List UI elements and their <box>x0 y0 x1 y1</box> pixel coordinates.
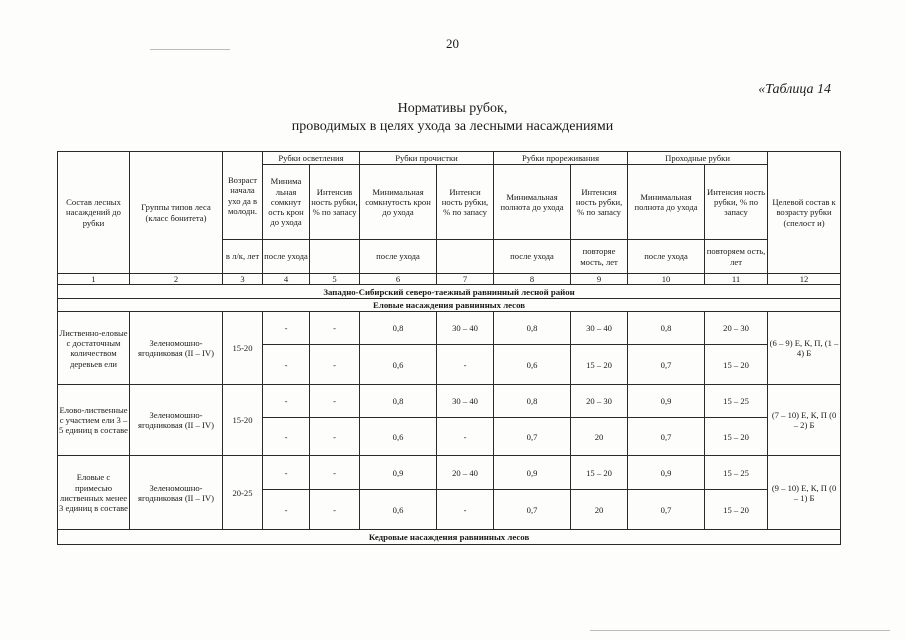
column-number: 8 <box>494 274 571 285</box>
value-cell: - <box>263 490 310 530</box>
value-cell: 0,8 <box>494 385 571 418</box>
value-cell: - <box>437 490 494 530</box>
table-label: «Таблица 14 <box>758 82 831 97</box>
value-cell: 20 – 40 <box>437 456 494 490</box>
header-group-osv: Рубки осветления <box>263 152 360 165</box>
table-row <box>58 456 841 490</box>
column-number: 5 <box>310 274 360 285</box>
column-number: 12 <box>768 274 841 285</box>
value-cell: 0,7 <box>494 490 571 530</box>
value-cell: 0,7 <box>628 345 705 385</box>
header-prorezh-int: Интенсия ность рубки, % по запасу <box>571 165 628 240</box>
spruce-heading: Еловые насаждения равнинных лесов <box>58 299 841 312</box>
value-cell: - <box>310 345 360 385</box>
value-cell: - <box>310 490 360 530</box>
age-cell: 15-20 <box>223 385 263 456</box>
table-row <box>58 385 841 418</box>
value-cell: 15 – 25 <box>705 456 768 490</box>
column-number: 9 <box>571 274 628 285</box>
value-cell: 0,6 <box>494 345 571 385</box>
header-proch-int: Интенси ность рубки, % по запасу <box>437 165 494 240</box>
unit-osv: после ухода <box>263 240 310 274</box>
value-cell: - <box>263 345 310 385</box>
value-cell: 0,9 <box>494 456 571 490</box>
unit-prorezh: после ухода <box>494 240 571 274</box>
age-cell: 20-25 <box>223 456 263 530</box>
value-cell: - <box>310 312 360 345</box>
forest-type-cell: Зеленомошно-ягодниковая (II – IV) <box>130 385 223 456</box>
value-cell: 15 – 20 <box>705 345 768 385</box>
target-cell: (7 – 10) Е, К, П (0 – 2) Б <box>768 385 841 456</box>
column-numbers-row <box>58 274 841 285</box>
table-title <box>0 100 905 136</box>
unit-prorezh-repeat: повторяе мость, лет <box>571 240 628 274</box>
value-cell: 15 – 25 <box>705 385 768 418</box>
value-cell: - <box>263 456 310 490</box>
unit-proch: после ухода <box>360 240 437 274</box>
header-composition: Состав лесных насаждений до рубки <box>58 152 130 274</box>
value-cell: 15 – 20 <box>571 345 628 385</box>
value-cell: 15 – 20 <box>571 456 628 490</box>
value-cell: 20 <box>571 418 628 456</box>
value-cell: 15 – 20 <box>705 418 768 456</box>
unit-osv-empty <box>310 240 360 274</box>
value-cell: 0,8 <box>628 312 705 345</box>
value-cell: 0,9 <box>628 385 705 418</box>
value-cell: - <box>437 418 494 456</box>
region-heading: Западно-Сибирский северо-таежный равнинный лесной район <box>58 285 841 299</box>
header-prorezh-min: Минимальная полнота до ухода <box>494 165 571 240</box>
value-cell: - <box>310 385 360 418</box>
value-cell: - <box>263 385 310 418</box>
value-cell: 0,6 <box>360 490 437 530</box>
header-prokh-int: Интенсия ность рубки, % по запасу <box>705 165 768 240</box>
header-group-prorezh: Рубки прореживания <box>494 152 628 165</box>
header-forest-type: Группы типов леса (класс бонитета) <box>130 152 223 274</box>
value-cell: - <box>310 418 360 456</box>
value-cell: 0,7 <box>628 418 705 456</box>
column-number: 10 <box>628 274 705 285</box>
value-cell: 20 <box>571 490 628 530</box>
column-number: 1 <box>58 274 130 285</box>
column-number: 7 <box>437 274 494 285</box>
header-proch-min: Минимальная сомкнутость крон до ухода <box>360 165 437 240</box>
header-group-proch: Рубки прочистки <box>360 152 494 165</box>
value-cell: - <box>437 345 494 385</box>
value-cell: - <box>263 312 310 345</box>
value-cell: 15 – 20 <box>705 490 768 530</box>
value-cell: 30 – 40 <box>437 385 494 418</box>
value-cell: - <box>310 456 360 490</box>
target-cell: (9 – 10) Е, К, П (0 – 1) Б <box>768 456 841 530</box>
value-cell: 20 – 30 <box>705 312 768 345</box>
column-number: 6 <box>360 274 437 285</box>
forest-type-cell: Зеленомошно-ягодниковая (II – IV) <box>130 456 223 530</box>
column-number: 2 <box>130 274 223 285</box>
column-number: 11 <box>705 274 768 285</box>
header-prokh-min: Минимальная полнота до ухода <box>628 165 705 240</box>
composition-cell: Елово-лиственные с участием ели 3 – 5 единиц в составе <box>58 385 130 456</box>
scan-artifact <box>590 630 890 631</box>
age-cell: 15-20 <box>223 312 263 385</box>
unit-prokh-repeat: повторяем ость, лет <box>705 240 768 274</box>
unit-proch-empty <box>437 240 494 274</box>
value-cell: 0,9 <box>628 456 705 490</box>
composition-cell: Лиственно-еловые с достаточным количеством деревьев ели <box>58 312 130 385</box>
norms-table <box>57 151 841 545</box>
value-cell: 30 – 40 <box>437 312 494 345</box>
value-cell: 30 – 40 <box>571 312 628 345</box>
value-cell: 0,6 <box>360 418 437 456</box>
value-cell: 0,6 <box>360 345 437 385</box>
value-cell: - <box>263 418 310 456</box>
composition-cell: Еловые с примесью лиственных менее 3 единиц в составе <box>58 456 130 530</box>
table-row <box>58 312 841 345</box>
value-cell: 0,9 <box>360 456 437 490</box>
header-osv-int: Интенсив ность рубки, % по запасу <box>310 165 360 240</box>
value-cell: 0,8 <box>494 312 571 345</box>
value-cell: 0,7 <box>628 490 705 530</box>
value-cell: 0,8 <box>360 312 437 345</box>
header-osv-min: Минима льная сомкнут ость крон до ухода <box>263 165 310 240</box>
header-target-composition: Целевой состав к возрасту рубки (спелост и) <box>768 152 841 274</box>
target-cell: (6 – 9) Е, К, П, (1 – 4) Б <box>768 312 841 385</box>
title-line-1: Нормативы рубок, <box>397 101 508 116</box>
forest-type-cell: Зеленомошно-ягодниковая (II – IV) <box>130 312 223 385</box>
value-cell: 0,7 <box>494 418 571 456</box>
scan-artifact <box>150 49 230 50</box>
title-line-2: проводимых в целях ухода за лесными насаждениями <box>291 119 614 134</box>
column-number: 3 <box>223 274 263 285</box>
unit-prokh: после ухода <box>628 240 705 274</box>
value-cell: 20 – 30 <box>571 385 628 418</box>
value-cell: 0,8 <box>360 385 437 418</box>
page-number: 20 <box>446 36 459 51</box>
header-group-prokh: Проходные рубки <box>628 152 768 165</box>
column-number: 4 <box>263 274 310 285</box>
cedar-heading: Кедровые насаждения равнинных лесов <box>58 530 841 545</box>
unit-age: в л/к, лет <box>223 240 263 274</box>
header-start-age: Возраст начала ухо да в молодн. <box>223 152 263 240</box>
